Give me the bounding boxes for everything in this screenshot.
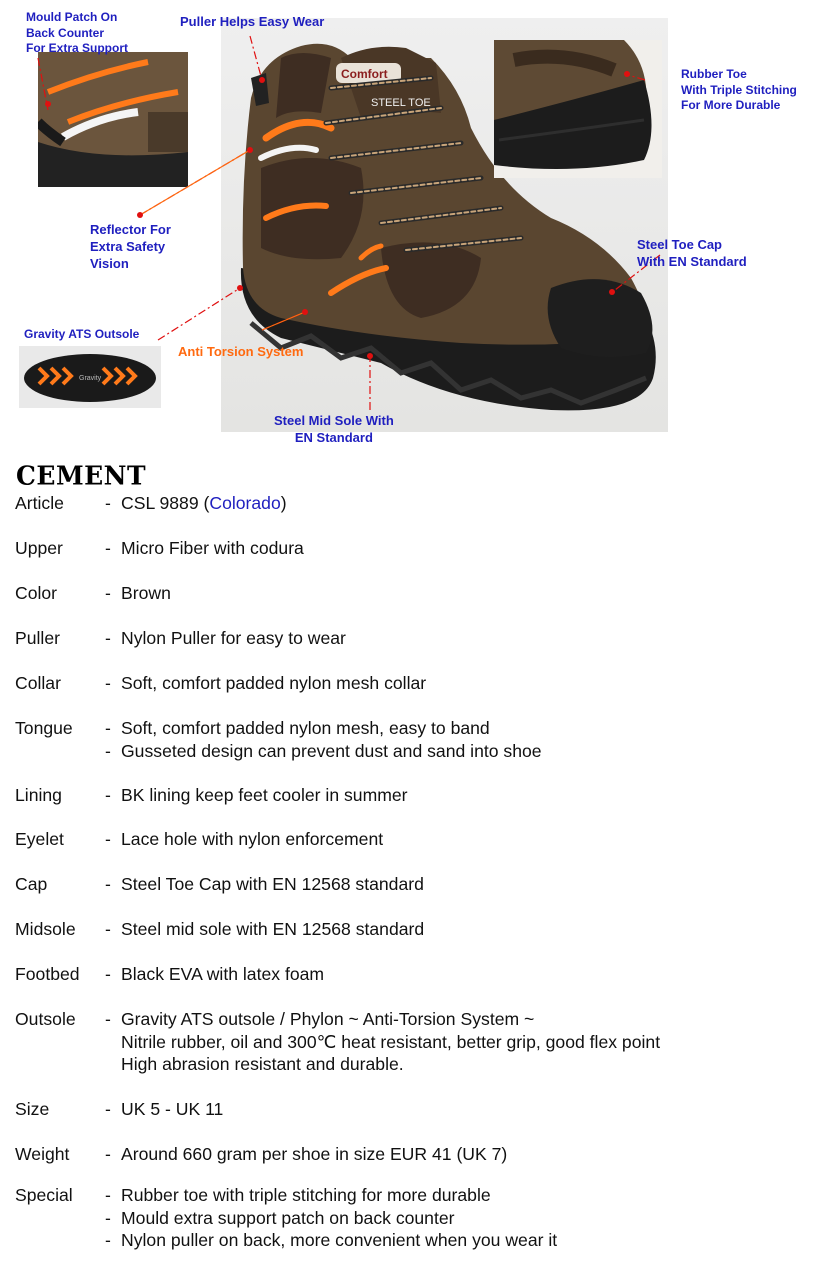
spec-value: Nitrile rubber, oil and 300℃ heat resistant, better grip, good flex point	[121, 1031, 661, 1052]
spec-value: High abrasion resistant and durable.	[121, 1054, 404, 1074]
product-title: CEMENT	[16, 460, 147, 491]
spec-value: Micro Fiber with codura	[121, 538, 304, 558]
outsole-photo	[19, 346, 161, 408]
separator: -	[105, 964, 111, 984]
tongue-text: STEEL TOE	[371, 97, 431, 109]
separator: -	[105, 1185, 111, 1205]
separator: -	[105, 919, 111, 939]
sole-logo-text: Gravity	[79, 375, 102, 382]
spec-value: Black EVA with latex foam	[121, 964, 325, 984]
spec-label: Size	[15, 1099, 50, 1119]
spec-label: Article	[15, 493, 64, 513]
separator: -	[105, 493, 111, 513]
spec-label: Puller	[15, 628, 60, 648]
spec-label: Special	[15, 1185, 73, 1205]
spec-label: Collar	[15, 673, 61, 693]
separator: -	[105, 785, 111, 805]
callout-reflector: Reflector For Extra Safety Vision	[90, 222, 171, 271]
spec-label: Upper	[15, 538, 63, 558]
callout-steel-toe-cap: Steel Toe Cap With EN Standard	[637, 237, 747, 269]
spec-label: Outsole	[15, 1009, 76, 1029]
spec-value: Mould extra support patch on back counter	[121, 1207, 455, 1228]
separator: -	[105, 829, 111, 849]
separator: -	[105, 740, 111, 761]
spec-value: UK 5 - UK 11	[121, 1099, 224, 1119]
separator: -	[105, 1207, 111, 1228]
collar-logo-text: Comfort	[341, 67, 388, 81]
spec-value: Nylon Puller for easy to wear	[121, 628, 346, 648]
callout-rubber-toe: Rubber Toe With Triple Stitching For More Durable	[681, 67, 797, 113]
article-close: )	[280, 493, 287, 513]
spec-value: BK lining keep feet cooler in summer	[121, 785, 408, 805]
spec-label: Color	[15, 583, 58, 603]
separator: -	[105, 628, 111, 648]
callout-steel-mid-sole: Steel Mid Sole With EN Standard	[274, 413, 394, 445]
spec-value: Gravity ATS outsole / Phylon ~ Anti-Torsion System ~	[121, 1009, 535, 1029]
separator: -	[105, 673, 111, 693]
article-code: CSL 9889 (	[121, 493, 210, 513]
spec-label: Cap	[15, 874, 48, 894]
spec-value: Nylon puller on back, more convenient when you wear it	[121, 1230, 558, 1250]
separator: -	[105, 538, 111, 558]
model-name-link[interactable]: Colorado	[209, 493, 281, 513]
spec-value: Soft, comfort padded nylon mesh collar	[121, 673, 427, 693]
toe-detail-photo	[494, 40, 662, 178]
spec-value: Lace hole with nylon enforcement	[121, 829, 384, 849]
spec-value: Brown	[121, 583, 171, 603]
spec-value: Around 660 gram per shoe in size EUR 41 (UK 7)	[121, 1144, 508, 1164]
spec-value: Gusseted design can prevent dust and sand into shoe	[121, 740, 542, 761]
spec-label: Eyelet	[15, 829, 64, 849]
separator: -	[105, 1144, 111, 1164]
separator: -	[105, 583, 111, 603]
separator: -	[105, 874, 111, 894]
spec-label: Footbed	[15, 964, 80, 984]
callout-puller: Puller Helps Easy Wear	[180, 14, 325, 29]
separator: -	[105, 1099, 111, 1119]
callout-gravity-outsole: Gravity ATS Outsole	[24, 327, 140, 341]
callout-anti-torsion: Anti Torsion System	[178, 344, 304, 359]
spec-value: Steel mid sole with EN 12568 standard	[121, 919, 425, 939]
spec-value: Soft, comfort padded nylon mesh, easy to band	[121, 718, 490, 738]
spec-label: Lining	[15, 785, 62, 805]
spec-value: Rubber toe with triple stitching for more durable	[121, 1185, 491, 1205]
separator: -	[105, 1009, 111, 1029]
heel-detail-photo	[38, 52, 188, 187]
separator: -	[105, 1230, 111, 1250]
callout-mould-patch: Mould Patch On Back Counter For Extra Support	[26, 10, 129, 56]
spec-label: Weight	[15, 1144, 70, 1164]
spec-label: Midsole	[15, 919, 76, 939]
separator: -	[105, 718, 111, 738]
spec-label: Tongue	[15, 718, 73, 738]
spec-value: Steel Toe Cap with EN 12568 standard	[121, 874, 424, 894]
